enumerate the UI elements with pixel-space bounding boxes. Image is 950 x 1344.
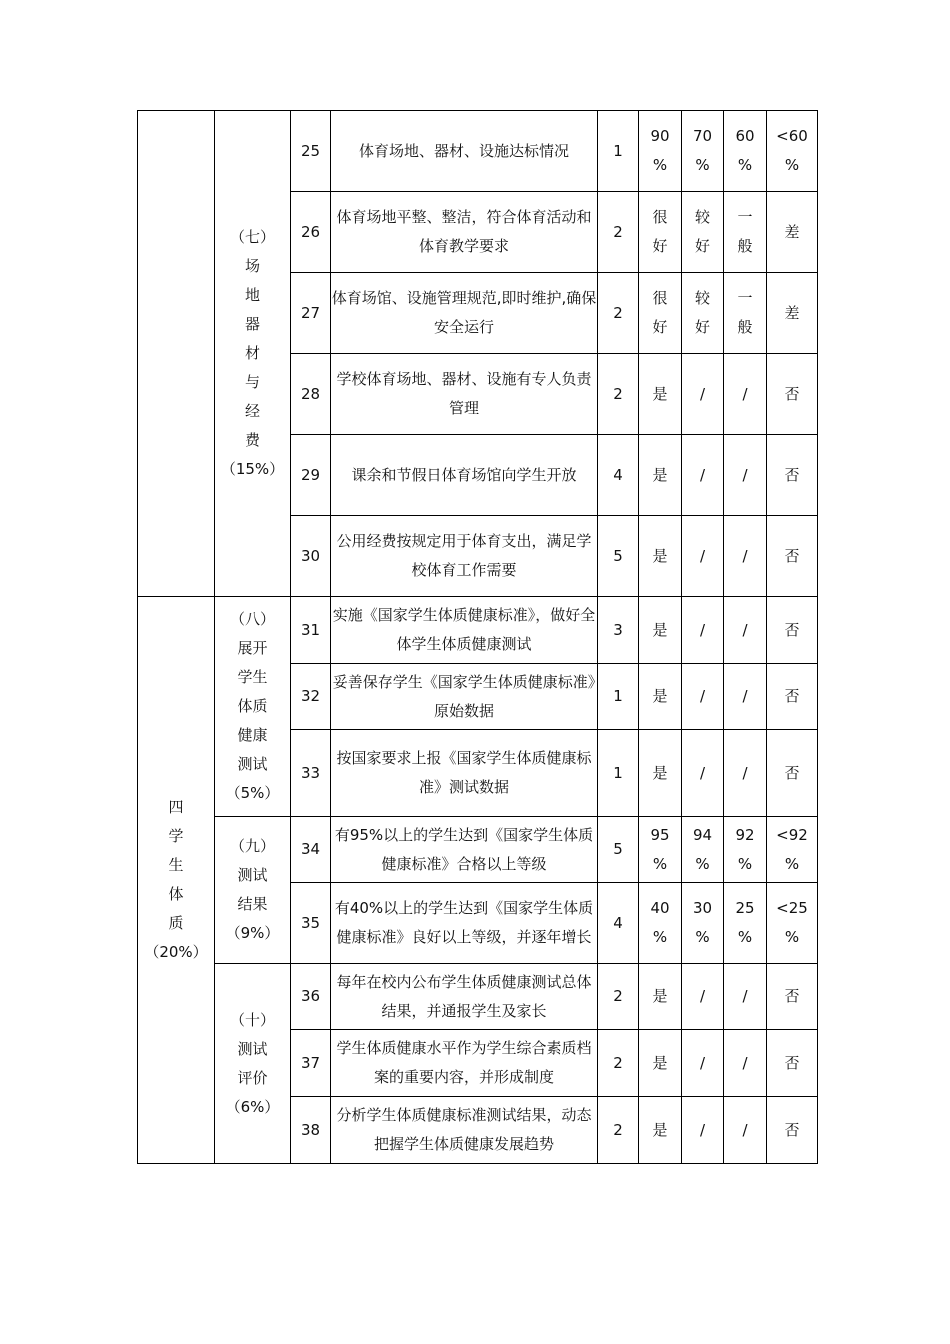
table-row <box>138 597 818 664</box>
grade-a: 95 % <box>639 817 682 883</box>
grade-b: / <box>682 1030 724 1097</box>
grade-d: 否 <box>767 516 818 597</box>
grade-c: / <box>724 664 767 730</box>
item-number: 26 <box>291 192 331 273</box>
grade-c: / <box>724 964 767 1030</box>
grade-b: / <box>682 516 724 597</box>
grade-c: 92 % <box>724 817 767 883</box>
subcategory-cell: （十） 测试 评价 （6%） <box>215 964 291 1164</box>
grade-d: <25 % <box>767 883 818 964</box>
grade-b: 较 好 <box>682 192 724 273</box>
item-score: 4 <box>598 435 639 516</box>
grade-d: 否 <box>767 354 818 435</box>
item-description: 体育场馆、设施管理规范,即时维护,确保安全运行 <box>331 273 598 354</box>
grade-d: 否 <box>767 1097 818 1164</box>
item-description: 学生体质健康水平作为学生综合素质档案的重要内容，并形成制度 <box>331 1030 598 1097</box>
item-score: 1 <box>598 111 639 192</box>
grade-a: 是 <box>639 1030 682 1097</box>
item-number: 34 <box>291 817 331 883</box>
item-number: 32 <box>291 664 331 730</box>
item-score: 2 <box>598 1097 639 1164</box>
grade-c: 一 般 <box>724 192 767 273</box>
item-number: 36 <box>291 964 331 1030</box>
grade-a: 是 <box>639 516 682 597</box>
grade-b: / <box>682 730 724 817</box>
grade-b: 较 好 <box>682 273 724 354</box>
item-score: 2 <box>598 273 639 354</box>
grade-a: 90 % <box>639 111 682 192</box>
item-number: 31 <box>291 597 331 664</box>
grade-a: 是 <box>639 664 682 730</box>
item-score: 4 <box>598 883 639 964</box>
grade-a: 是 <box>639 1097 682 1164</box>
item-score: 5 <box>598 817 639 883</box>
item-score: 2 <box>598 1030 639 1097</box>
item-score: 2 <box>598 192 639 273</box>
subcategory-cell: （八） 展开 学生 体质 健康 测试 （5%） <box>215 597 291 817</box>
item-number: 30 <box>291 516 331 597</box>
subcategory-cell: （七） 场 地 器 材 与 经 费 （15%） <box>215 111 291 597</box>
grade-c: / <box>724 597 767 664</box>
grade-b: 94 % <box>682 817 724 883</box>
item-description: 课余和节假日体育场馆向学生开放 <box>331 435 598 516</box>
grade-d: <92 % <box>767 817 818 883</box>
grade-c: / <box>724 1097 767 1164</box>
grade-a: 是 <box>639 597 682 664</box>
grade-d: 差 <box>767 273 818 354</box>
grade-a: 是 <box>639 435 682 516</box>
grade-d: 否 <box>767 964 818 1030</box>
grade-a: 是 <box>639 354 682 435</box>
item-score: 2 <box>598 354 639 435</box>
subcategory-cell: （九） 测试 结果 （9%） <box>215 817 291 964</box>
grade-b: / <box>682 597 724 664</box>
grade-d: 否 <box>767 597 818 664</box>
item-score: 2 <box>598 964 639 1030</box>
category-cell: 四 学 生 体 质 （20%） <box>138 597 215 1164</box>
item-description: 学校体育场地、器材、设施有专人负责管理 <box>331 354 598 435</box>
evaluation-table <box>137 110 818 1164</box>
item-score: 3 <box>598 597 639 664</box>
grade-c: / <box>724 354 767 435</box>
grade-d: 否 <box>767 664 818 730</box>
item-number: 28 <box>291 354 331 435</box>
item-description: 按国家要求上报《国家学生体质健康标准》测试数据 <box>331 730 598 817</box>
item-description: 妥善保存学生《国家学生体质健康标准》原始数据 <box>331 664 598 730</box>
grade-c: / <box>724 435 767 516</box>
grade-a: 很 好 <box>639 273 682 354</box>
item-score: 1 <box>598 664 639 730</box>
table-row <box>138 817 818 883</box>
grade-d: 差 <box>767 192 818 273</box>
grade-a: 是 <box>639 964 682 1030</box>
item-number: 33 <box>291 730 331 817</box>
item-number: 35 <box>291 883 331 964</box>
grade-c: / <box>724 730 767 817</box>
grade-b: / <box>682 1097 724 1164</box>
grade-c: 一 般 <box>724 273 767 354</box>
item-description: 有95%以上的学生达到《国家学生体质健康标准》合格以上等级 <box>331 817 598 883</box>
item-description: 公用经费按规定用于体育支出，满足学校体育工作需要 <box>331 516 598 597</box>
grade-b: 70 % <box>682 111 724 192</box>
grade-c: / <box>724 1030 767 1097</box>
item-number: 37 <box>291 1030 331 1097</box>
grade-d: 否 <box>767 730 818 817</box>
grade-c: 25 % <box>724 883 767 964</box>
grade-c: 60 % <box>724 111 767 192</box>
grade-b: / <box>682 435 724 516</box>
grade-a: 很 好 <box>639 192 682 273</box>
item-description: 有40%以上的学生达到《国家学生体质健康标准》良好以上等级，并逐年增长 <box>331 883 598 964</box>
item-number: 29 <box>291 435 331 516</box>
item-score: 1 <box>598 730 639 817</box>
grade-c: / <box>724 516 767 597</box>
table-row <box>138 111 818 192</box>
grade-a: 是 <box>639 730 682 817</box>
category-cell-empty <box>138 111 215 597</box>
grade-b: / <box>682 964 724 1030</box>
item-description: 体育场地、器材、设施达标情况 <box>331 111 598 192</box>
item-description: 体育场地平整、整洁，符合体育活动和体育教学要求 <box>331 192 598 273</box>
item-number: 25 <box>291 111 331 192</box>
grade-d: <60 % <box>767 111 818 192</box>
grade-b: / <box>682 354 724 435</box>
item-number: 38 <box>291 1097 331 1164</box>
grade-a: 40 % <box>639 883 682 964</box>
grade-b: / <box>682 664 724 730</box>
item-score: 5 <box>598 516 639 597</box>
table-row <box>138 964 818 1030</box>
grade-b: 30 % <box>682 883 724 964</box>
item-number: 27 <box>291 273 331 354</box>
table-body <box>138 111 818 1164</box>
grade-d: 否 <box>767 435 818 516</box>
item-description: 每年在校内公布学生体质健康测试总体结果，并通报学生及家长 <box>331 964 598 1030</box>
grade-d: 否 <box>767 1030 818 1097</box>
item-description: 实施《国家学生体质健康标准》，做好全体学生体质健康测试 <box>331 597 598 664</box>
item-description: 分析学生体质健康标准测试结果，动态把握学生体质健康发展趋势 <box>331 1097 598 1164</box>
